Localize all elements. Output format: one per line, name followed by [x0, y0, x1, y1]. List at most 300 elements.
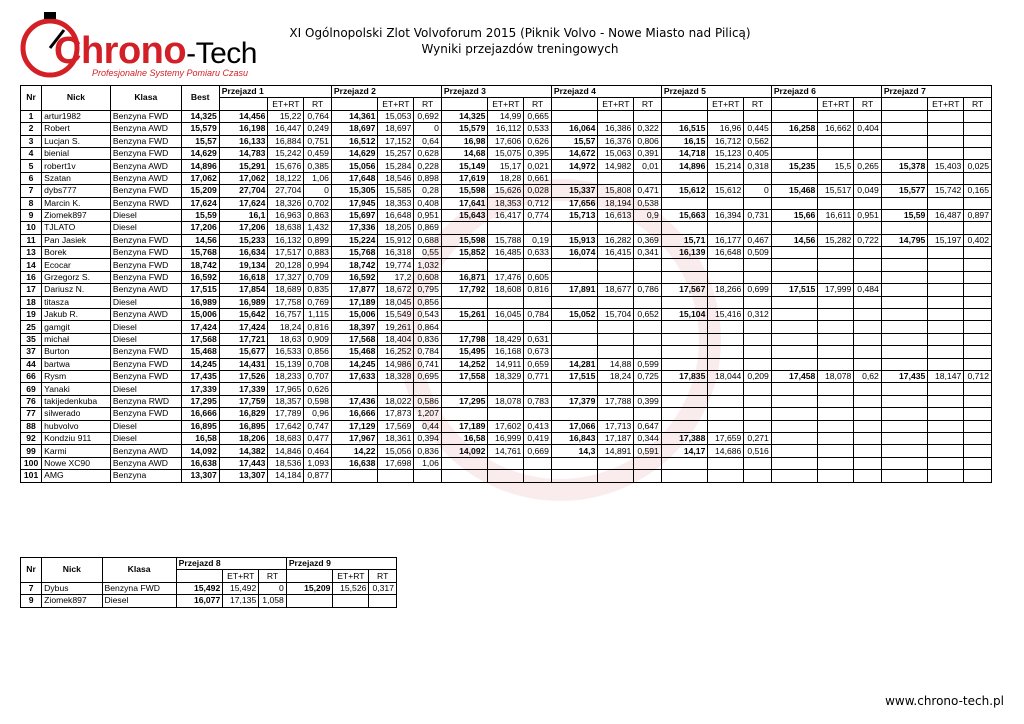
table-cell: [378, 383, 414, 395]
table-cell: [661, 333, 708, 345]
table-cell: [771, 395, 818, 407]
table-cell: [551, 259, 598, 271]
table-cell: [854, 110, 882, 122]
table-cell: [881, 271, 928, 283]
table-cell: 15,768: [181, 247, 219, 259]
table-cell: 0,562: [744, 135, 772, 147]
table-cell: [551, 457, 598, 469]
table-cell: 17,641: [441, 197, 488, 209]
table-cell: [964, 147, 992, 159]
table-cell: [881, 172, 928, 184]
table-cell: 14,982: [598, 160, 634, 172]
table-cell: 16,485: [488, 247, 524, 259]
table-cell: 15,22: [268, 110, 304, 122]
table-row: [21, 222, 992, 234]
table-row: [21, 370, 992, 382]
table-cell: 11: [21, 234, 42, 246]
table-cell: 8: [21, 197, 42, 209]
table-cell: 19,261: [378, 321, 414, 333]
table-cell: 0,816: [304, 321, 332, 333]
table-cell: 16,648: [378, 209, 414, 221]
table-cell: 16,168: [488, 346, 524, 358]
table-cell: [771, 222, 818, 234]
results-table-body: [21, 110, 992, 482]
table-cell: 0,385: [304, 160, 332, 172]
table-cell: [964, 222, 992, 234]
table-cell: 16,394: [708, 209, 744, 221]
table-cell: 0,608: [414, 271, 442, 283]
extra-runs-table-body: [21, 582, 397, 607]
table-cell: 17,515: [551, 370, 598, 382]
table-cell: [634, 470, 662, 482]
table-cell: [818, 321, 854, 333]
table-cell: 0,9: [634, 209, 662, 221]
run-best-subheader: [286, 570, 333, 582]
rt-subheader: RT: [259, 570, 287, 582]
table-cell: 18,045: [378, 296, 414, 308]
table-cell: [441, 457, 488, 469]
table-cell: 16,074: [551, 247, 598, 259]
table-cell: Dybus: [42, 582, 102, 594]
table-cell: 15,5: [818, 160, 854, 172]
table-cell: 0,445: [744, 123, 772, 135]
table-cell: [744, 395, 772, 407]
table-cell: 17,206: [219, 222, 268, 234]
table-cell: Szatan: [42, 172, 111, 184]
table-cell: Diesel: [110, 222, 181, 234]
table-cell: 15,378: [881, 160, 928, 172]
table-cell: [661, 271, 708, 283]
table-cell: 15,643: [441, 209, 488, 221]
table-cell: 15,697: [331, 209, 378, 221]
table-cell: Robert: [42, 123, 111, 135]
table-cell: [708, 271, 744, 283]
table-cell: [708, 333, 744, 345]
table-cell: 7: [21, 582, 42, 594]
table-cell: 15,492: [223, 582, 259, 594]
table-cell: [928, 296, 964, 308]
table-cell: 101: [21, 470, 42, 482]
table-cell: 15,57: [551, 135, 598, 147]
table-cell: [854, 408, 882, 420]
table-cell: 1,207: [414, 408, 442, 420]
table-cell: [881, 395, 928, 407]
table-cell: 17,339: [219, 383, 268, 395]
table-cell: 0,741: [414, 358, 442, 370]
table-cell: 16,417: [488, 209, 524, 221]
table-cell: [964, 123, 992, 135]
table-cell: 0,951: [414, 209, 442, 221]
table-cell: 16,133: [219, 135, 268, 147]
extra-runs-table: [20, 557, 397, 608]
table-cell: 0,64: [414, 135, 442, 147]
table-row: [21, 383, 992, 395]
table-cell: 17,327: [268, 271, 304, 283]
table-cell: [551, 470, 598, 482]
table-cell: [708, 358, 744, 370]
table-cell: [881, 432, 928, 444]
table-cell: [818, 333, 854, 345]
table-cell: bartwa: [42, 358, 111, 370]
table-cell: 15,768: [331, 247, 378, 259]
table-cell: 0,631: [524, 333, 552, 345]
rt-subheader: RT: [414, 98, 442, 110]
table-row: [21, 408, 992, 420]
table-cell: 0,341: [634, 247, 662, 259]
table-cell: 0,673: [524, 346, 552, 358]
table-cell: 17,659: [708, 432, 744, 444]
table-cell: 0,628: [414, 147, 442, 159]
table-cell: 0,786: [634, 284, 662, 296]
table-cell: [881, 197, 928, 209]
table-cell: [708, 457, 744, 469]
table-cell: 15,214: [708, 160, 744, 172]
table-cell: [744, 470, 772, 482]
table-cell: 88: [21, 420, 42, 432]
table-cell: 0,404: [854, 123, 882, 135]
table-cell: [964, 309, 992, 321]
table-cell: 16,415: [598, 247, 634, 259]
table-cell: 17,443: [219, 457, 268, 469]
table-cell: [333, 595, 369, 607]
table-cell: [881, 408, 928, 420]
table-cell: [744, 110, 772, 122]
table-cell: 15,075: [488, 147, 524, 159]
table-cell: [771, 296, 818, 308]
table-cell: [818, 408, 854, 420]
table-cell: 15,642: [219, 309, 268, 321]
table-cell: 0,413: [524, 420, 552, 432]
table-cell: 17,835: [661, 370, 708, 382]
table-cell: 17,206: [181, 222, 219, 234]
table-cell: [854, 420, 882, 432]
table-cell: 16,989: [219, 296, 268, 308]
table-cell: [771, 346, 818, 358]
table-cell: 0,712: [964, 370, 992, 382]
table-cell: [881, 470, 928, 482]
table-cell: Benzyna FWD: [110, 358, 181, 370]
table-cell: [964, 395, 992, 407]
table-cell: 16,618: [219, 271, 268, 283]
table-cell: 14,281: [551, 358, 598, 370]
table-cell: [744, 259, 772, 271]
table-cell: 1,093: [304, 457, 332, 469]
table-cell: [818, 470, 854, 482]
table-cell: 15,626: [488, 185, 524, 197]
table-cell: 0,312: [744, 309, 772, 321]
table-cell: [551, 408, 598, 420]
table-cell: 18,28: [488, 172, 524, 184]
table-cell: [661, 321, 708, 333]
table-cell: 17,642: [268, 420, 304, 432]
table-cell: 16,258: [771, 123, 818, 135]
table-cell: [881, 445, 928, 457]
table-cell: [928, 470, 964, 482]
table-cell: 17,789: [268, 408, 304, 420]
table-cell: [708, 321, 744, 333]
table-cell: [928, 110, 964, 122]
table-cell: [964, 259, 992, 271]
table-cell: 18,429: [488, 333, 524, 345]
rt-subheader: RT: [369, 570, 397, 582]
table-cell: [881, 222, 928, 234]
table-cell: 0,707: [304, 370, 332, 382]
table-cell: titasza: [42, 296, 111, 308]
table-cell: 0,771: [524, 370, 552, 382]
table-cell: [854, 358, 882, 370]
table-cell: 15,468: [331, 346, 378, 358]
table-cell: 0,783: [524, 395, 552, 407]
table-cell: 15,742: [928, 185, 964, 197]
table-cell: [634, 110, 662, 122]
table-cell: michał: [42, 333, 111, 345]
table-cell: 17,189: [441, 420, 488, 432]
table-cell: 0,599: [634, 358, 662, 370]
table-cell: [744, 346, 772, 358]
logo-brand-red: Chrono: [54, 30, 187, 72]
table-cell: [818, 395, 854, 407]
table-cell: 1,032: [414, 259, 442, 271]
table-cell: [551, 346, 598, 358]
table-cell: 0,464: [304, 445, 332, 457]
table-cell: 16,634: [219, 247, 268, 259]
table-cell: 18,397: [331, 321, 378, 333]
table-cell: [964, 457, 992, 469]
table-cell: 17: [21, 284, 42, 296]
table-cell: Benzyna FWD: [110, 346, 181, 358]
table-cell: Diesel: [110, 420, 181, 432]
table-cell: 17,698: [378, 457, 414, 469]
table-cell: [378, 470, 414, 482]
table-cell: 0,769: [304, 296, 332, 308]
table-cell: [661, 172, 708, 184]
table-cell: 0,659: [524, 358, 552, 370]
table-row: [21, 309, 992, 321]
table-cell: 17,062: [181, 172, 219, 184]
rt-subheader: RT: [744, 98, 772, 110]
table-cell: 0,909: [304, 333, 332, 345]
rt-subheader: RT: [634, 98, 662, 110]
table-cell: 17,458: [771, 370, 818, 382]
table-cell: 66: [21, 370, 42, 382]
table-cell: [488, 457, 524, 469]
table-cell: [598, 259, 634, 271]
table-cell: [928, 197, 964, 209]
table-cell: 0,633: [524, 247, 552, 259]
table-cell: Benzyna AWD: [110, 123, 181, 135]
table-cell: 17,798: [441, 333, 488, 345]
table-cell: 15,66: [771, 209, 818, 221]
table-cell: Yanaki: [42, 383, 111, 395]
table-cell: 16,198: [219, 123, 268, 135]
extra-runs-table-header: [21, 558, 397, 583]
table-cell: 16,884: [268, 135, 304, 147]
table-cell: 15,59: [181, 209, 219, 221]
table-cell: 16,386: [598, 123, 634, 135]
table-cell: 15,677: [219, 346, 268, 358]
table-cell: 15,468: [181, 346, 219, 358]
table-cell: 15,123: [708, 147, 744, 159]
table-cell: 15,676: [268, 160, 304, 172]
table-cell: [964, 470, 992, 482]
et-rt-subheader: ET+RT: [598, 98, 634, 110]
results-table: [20, 85, 992, 483]
table-cell: 14,56: [181, 234, 219, 246]
table-cell: [598, 333, 634, 345]
table-cell: [964, 284, 992, 296]
table-cell: 15,242: [268, 147, 304, 159]
table-cell: 18,022: [378, 395, 414, 407]
table-cell: [771, 333, 818, 345]
table-cell: 17,295: [441, 395, 488, 407]
table-cell: [661, 358, 708, 370]
table-cell: 15,913: [551, 234, 598, 246]
document-title: XI Ogólnopolski Zlot Volvoforum 2015 (Piknik Volvo - Nowe Miasto nad Pilicą): [289, 26, 751, 40]
et-rt-subheader: ET+RT: [378, 98, 414, 110]
table-cell: 5: [21, 160, 42, 172]
table-cell: 15,006: [181, 309, 219, 321]
table-cell: 0,863: [304, 209, 332, 221]
table-cell: [488, 408, 524, 420]
table-cell: [708, 110, 744, 122]
table-cell: [661, 470, 708, 482]
table-cell: 14: [21, 259, 42, 271]
table-cell: 13,307: [219, 470, 268, 482]
table-cell: 0,652: [634, 309, 662, 321]
table-cell: 14,3: [551, 445, 598, 457]
table-cell: 15,59: [881, 209, 928, 221]
run-header: Przejazd 6: [771, 86, 881, 98]
table-cell: 19: [21, 309, 42, 321]
table-cell: 15,17: [488, 160, 524, 172]
table-cell: [488, 470, 524, 482]
table-cell: 16,712: [708, 135, 744, 147]
table-cell: [881, 247, 928, 259]
table-cell: 15,063: [598, 147, 634, 159]
table-cell: 0,459: [304, 147, 332, 159]
table-cell: [744, 222, 772, 234]
table-cell: 0,836: [414, 333, 442, 345]
table-cell: 14,846: [268, 445, 304, 457]
table-cell: [744, 457, 772, 469]
table-cell: [441, 296, 488, 308]
table-cell: [818, 457, 854, 469]
table-cell: Diesel: [110, 333, 181, 345]
table-cell: 14,761: [488, 445, 524, 457]
table-cell: Diesel: [102, 595, 176, 607]
table-cell: 77: [21, 408, 42, 420]
table-cell: [441, 259, 488, 271]
table-cell: 17,339: [181, 383, 219, 395]
table-cell: [818, 172, 854, 184]
table-cell: 0,419: [524, 432, 552, 444]
table-cell: 15,713: [551, 209, 598, 221]
table-cell: [708, 296, 744, 308]
table-cell: 18,742: [181, 259, 219, 271]
table-cell: [524, 470, 552, 482]
table-cell: Pan Jasiek: [42, 234, 111, 246]
table-cell: 16,132: [268, 234, 304, 246]
document-subtitle: Wyniki przejazdów treningowych: [421, 42, 619, 56]
table-cell: 18,353: [378, 197, 414, 209]
rt-subheader: RT: [964, 98, 992, 110]
table-row: [21, 247, 992, 259]
table-cell: 17,558: [441, 370, 488, 382]
run-best-subheader: [441, 98, 488, 110]
table-cell: 17,999: [818, 284, 854, 296]
table-cell: 0,774: [524, 209, 552, 221]
table-cell: 18,194: [598, 197, 634, 209]
table-cell: [771, 135, 818, 147]
table-cell: 16,487: [928, 209, 964, 221]
table-cell: 17,759: [219, 395, 268, 407]
table-cell: 0: [259, 582, 287, 594]
header-row: [21, 558, 397, 570]
table-cell: 15,579: [441, 123, 488, 135]
table-cell: AMG: [42, 470, 111, 482]
table-cell: [928, 445, 964, 457]
table-cell: 15,598: [441, 234, 488, 246]
table-cell: 76: [21, 395, 42, 407]
table-cell: 17,568: [181, 333, 219, 345]
table-cell: 17,619: [441, 172, 488, 184]
table-cell: 0,665: [524, 110, 552, 122]
table-cell: Lucjan S.: [42, 135, 111, 147]
table-cell: 15,808: [598, 185, 634, 197]
table-row: [21, 185, 992, 197]
table-cell: [598, 172, 634, 184]
table-row: [21, 582, 397, 594]
table-cell: Jakub R.: [42, 309, 111, 321]
run-header: Przejazd 1: [219, 86, 331, 98]
table-cell: [661, 296, 708, 308]
table-cell: 0,405: [744, 147, 772, 159]
table-cell: [414, 470, 442, 482]
table-cell: [928, 358, 964, 370]
footer-url: www.chrono-tech.pl: [885, 694, 1004, 708]
table-cell: 3: [21, 135, 42, 147]
table-cell: 17,379: [551, 395, 598, 407]
table-cell: 15,224: [331, 234, 378, 246]
column-header: Nr: [21, 86, 42, 111]
table-cell: 15,598: [441, 185, 488, 197]
table-cell: [708, 395, 744, 407]
table-cell: 0,318: [744, 160, 772, 172]
table-cell: Diesel: [110, 296, 181, 308]
table-cell: 15,149: [441, 160, 488, 172]
table-cell: 0,708: [304, 358, 332, 370]
table-cell: [524, 408, 552, 420]
table-cell: [744, 172, 772, 184]
table-cell: 0,877: [304, 470, 332, 482]
table-cell: Benzyna FWD: [102, 582, 176, 594]
run-header: Przejazd 3: [441, 86, 551, 98]
table-cell: [881, 147, 928, 159]
table-cell: 15,284: [378, 160, 414, 172]
run-best-subheader: [661, 98, 708, 110]
table-cell: 17,624: [181, 197, 219, 209]
table-cell: [854, 309, 882, 321]
table-cell: 18,546: [378, 172, 414, 184]
table-cell: 9: [21, 595, 42, 607]
table-cell: [881, 284, 928, 296]
table-cell: 18,326: [268, 197, 304, 209]
table-cell: [441, 383, 488, 395]
table-cell: 0,021: [524, 160, 552, 172]
table-cell: 0,591: [634, 445, 662, 457]
table-cell: [818, 247, 854, 259]
table-cell: 14,986: [378, 358, 414, 370]
